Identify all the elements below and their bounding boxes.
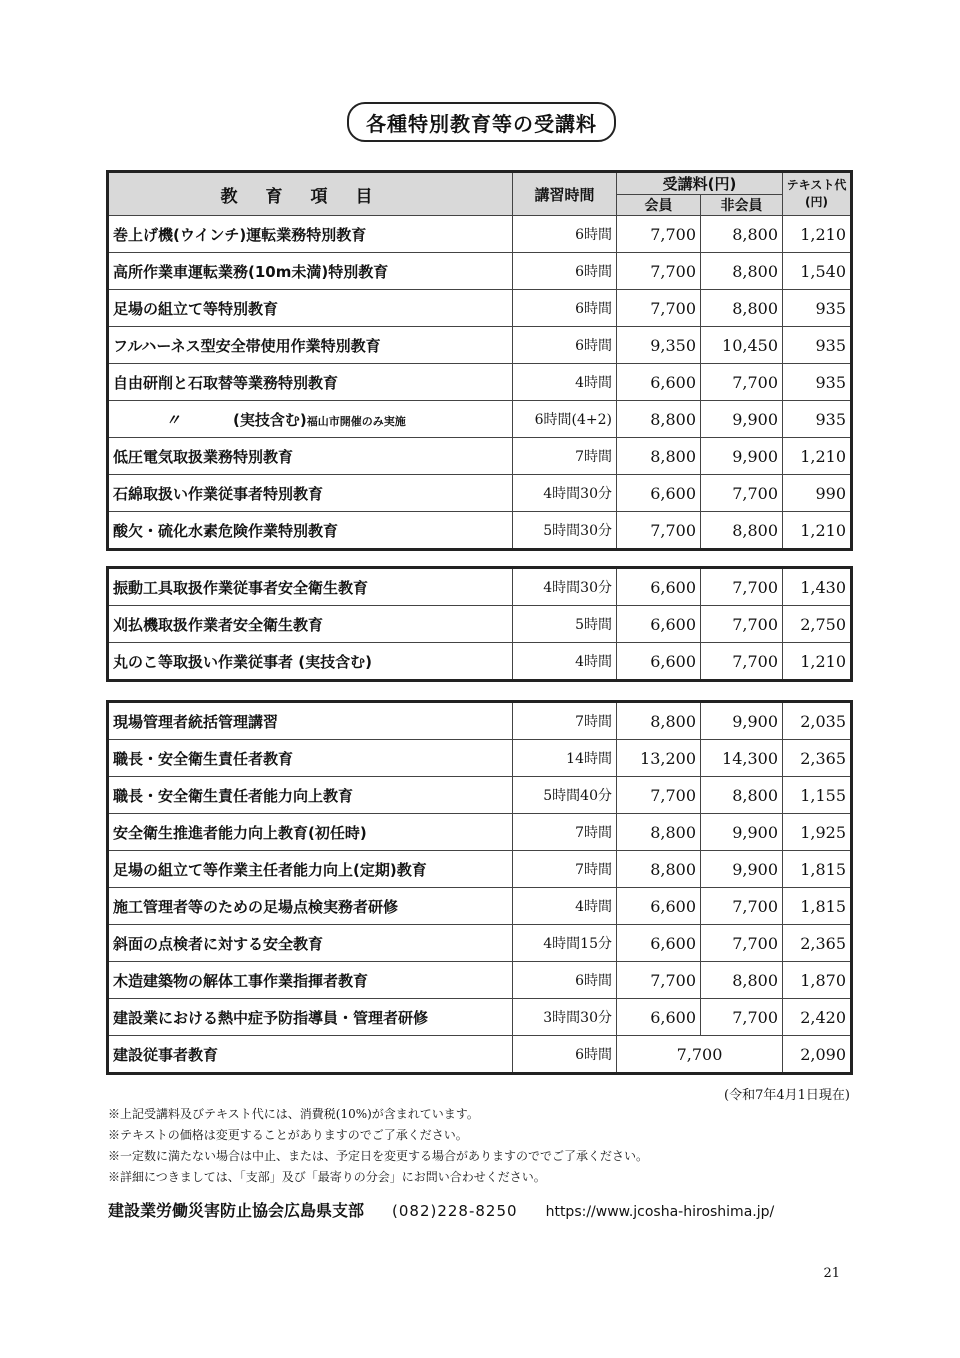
member-fee: 9,350	[617, 327, 701, 364]
text-fee: 1,925	[783, 814, 852, 851]
page-title: 各種特別教育等の受講料	[347, 102, 616, 142]
fee-table-special-education	[106, 170, 853, 551]
header-edu-item: 教育項目	[108, 172, 513, 216]
course-name: 石綿取扱い作業従事者特別教育	[108, 475, 513, 512]
course-hours: 6時間	[513, 962, 617, 999]
non-member-fee: 9,900	[701, 438, 783, 475]
course-name: 職長・安全衛生責任者教育	[108, 740, 513, 777]
non-member-fee: 9,900	[701, 702, 783, 740]
course-hours: 3時間30分	[513, 999, 617, 1036]
non-member-fee: 7,700	[701, 475, 783, 512]
member-fee: 7,700	[617, 253, 701, 290]
course-note: 福山市開催のみ実施	[306, 414, 406, 428]
non-member-fee: 14,300	[701, 740, 783, 777]
non-member-fee: 8,800	[701, 512, 783, 550]
non-member-fee: 10,450	[701, 327, 783, 364]
member-fee: 6,600	[617, 475, 701, 512]
phone-number: (082)228-8250	[392, 1202, 518, 1220]
header-member: 会員	[617, 195, 701, 216]
as-of-date: (令和7年4月1日現在)	[724, 1088, 850, 1103]
non-member-fee: 8,800	[701, 253, 783, 290]
course-name: 建設従事者教育	[108, 1036, 513, 1074]
member-fee: 6,600	[617, 606, 701, 643]
header-text-fee	[783, 172, 852, 216]
table-row	[108, 253, 852, 290]
course-name: 施工管理者等のための足場点検実務者研修	[108, 888, 513, 925]
member-fee: 6,600	[617, 888, 701, 925]
table-row	[108, 777, 852, 814]
member-fee: 8,800	[617, 702, 701, 740]
table-row	[108, 401, 852, 438]
course-hours: 5時間30分	[513, 512, 617, 550]
table-row	[108, 364, 852, 401]
member-fee: 6,600	[617, 568, 701, 606]
text-fee: 1,815	[783, 851, 852, 888]
course-name: 酸欠・硫化水素危険作業特別教育	[108, 512, 513, 550]
notes	[108, 1104, 848, 1188]
member-fee: 6,600	[617, 999, 701, 1036]
table-row	[108, 999, 852, 1036]
table-row	[108, 740, 852, 777]
table-row	[108, 702, 852, 740]
text-fee: 1,210	[783, 216, 852, 253]
header-hours: 講習時間	[513, 172, 617, 216]
course-hours: 4時間15分	[513, 925, 617, 962]
text-fee: 1,540	[783, 253, 852, 290]
note-item: ※テキストの価格は変更することがありますのでご了承ください。	[108, 1128, 468, 1142]
course-hours: 6時間	[513, 253, 617, 290]
table-row	[108, 475, 852, 512]
text-fee: 935	[783, 290, 852, 327]
table-row	[108, 438, 852, 475]
text-fee: 1,210	[783, 512, 852, 550]
text-fee: 2,750	[783, 606, 852, 643]
course-name: 建設業における熱中症予防指導員・管理者研修	[108, 999, 513, 1036]
non-member-fee: 8,800	[701, 777, 783, 814]
course-hours: 5時間40分	[513, 777, 617, 814]
text-fee: 2,035	[783, 702, 852, 740]
footer	[108, 1198, 848, 1221]
text-fee: 2,365	[783, 740, 852, 777]
table-row	[108, 925, 852, 962]
non-member-fee: 7,700	[701, 364, 783, 401]
member-fee: 6,600	[617, 364, 701, 401]
text-fee: 1,870	[783, 962, 852, 999]
member-fee: 7,700	[617, 512, 701, 550]
text-fee: 2,090	[783, 1036, 852, 1074]
member-fee: 7,700	[617, 290, 701, 327]
table-row	[108, 606, 852, 643]
course-hours: 6時間	[513, 327, 617, 364]
course-name: 木造建築物の解体工事作業指揮者教育	[108, 962, 513, 999]
text-fee: 1,210	[783, 643, 852, 681]
course-name-ditto-row	[108, 401, 513, 438]
member-fee: 6,600	[617, 925, 701, 962]
non-member-fee: 7,700	[701, 606, 783, 643]
table-row	[108, 512, 852, 550]
non-member-fee: 8,800	[701, 216, 783, 253]
course-hours: 4時間	[513, 364, 617, 401]
course-hours: 6時間	[513, 1036, 617, 1074]
member-fee: 13,200	[617, 740, 701, 777]
non-member-fee: 7,700	[701, 568, 783, 606]
non-member-fee: 7,700	[701, 925, 783, 962]
text-fee: 2,420	[783, 999, 852, 1036]
table-row	[108, 1036, 852, 1074]
table-row	[108, 327, 852, 364]
non-member-fee: 9,900	[701, 814, 783, 851]
course-name: 刈払機取扱作業者安全衛生教育	[108, 606, 513, 643]
table-row	[108, 962, 852, 999]
member-fee: 7,700	[617, 216, 701, 253]
member-fee: 8,800	[617, 851, 701, 888]
member-fee: 8,800	[617, 401, 701, 438]
course-hours: 4時間30分	[513, 475, 617, 512]
merged-fee: 7,700	[617, 1036, 783, 1074]
text-fee: 1,430	[783, 568, 852, 606]
course-name: 高所作業車運転業務(10m未満)特別教育	[108, 253, 513, 290]
course-name: 振動工具取扱作業従事者安全衛生教育	[108, 568, 513, 606]
course-hours: 6時間(4+2)	[513, 401, 617, 438]
course-name: 丸のこ等取扱い作業従事者 (実技含む)	[108, 643, 513, 681]
member-fee: 8,800	[617, 438, 701, 475]
non-member-fee: 9,900	[701, 851, 783, 888]
table-row	[108, 851, 852, 888]
course-hours: 4時間	[513, 643, 617, 681]
course-hours: 6時間	[513, 290, 617, 327]
course-name: 足場の組立て等特別教育	[108, 290, 513, 327]
course-name: (実技含む)	[233, 410, 307, 429]
header-non-member: 非会員	[701, 195, 783, 216]
course-hours: 5時間	[513, 606, 617, 643]
table-row	[108, 643, 852, 681]
table-row	[108, 568, 852, 606]
member-fee: 7,700	[617, 777, 701, 814]
text-fee: 990	[783, 475, 852, 512]
table-row	[108, 290, 852, 327]
fee-table-management-training	[106, 700, 853, 1075]
course-hours: 4時間	[513, 888, 617, 925]
note-item: ※詳細につきましては、「支部」及び「最寄りの分会」にお問い合わせください。	[108, 1170, 546, 1184]
course-hours: 7時間	[513, 438, 617, 475]
course-name: フルハーネス型安全帯使用作業特別教育	[108, 327, 513, 364]
table-row	[108, 216, 852, 253]
course-hours: 6時間	[513, 216, 617, 253]
member-fee: 6,600	[617, 643, 701, 681]
course-name: 職長・安全衛生責任者能力向上教育	[108, 777, 513, 814]
course-hours: 7時間	[513, 814, 617, 851]
text-fee: 935	[783, 364, 852, 401]
course-hours: 4時間30分	[513, 568, 617, 606]
course-name: 低圧電気取扱業務特別教育	[108, 438, 513, 475]
table-row	[108, 814, 852, 851]
non-member-fee: 7,700	[701, 888, 783, 925]
website-link[interactable]: https://www.jcosha-hiroshima.jp/	[545, 1204, 775, 1220]
non-member-fee: 8,800	[701, 290, 783, 327]
note-item: ※上記受講料及びテキスト代には、消費税(10%)が含まれています。	[108, 1107, 479, 1121]
text-fee: 935	[783, 327, 852, 364]
course-name: 自由研削と石取替等業務特別教育	[108, 364, 513, 401]
course-hours: 7時間	[513, 702, 617, 740]
course-name: 現場管理者統括管理講習	[108, 702, 513, 740]
table-row	[108, 888, 852, 925]
note-item: ※一定数に満たない場合は中止、または、予定日を変更する場合がありますのででご了承ください。	[108, 1149, 649, 1163]
member-fee: 7,700	[617, 962, 701, 999]
non-member-fee: 9,900	[701, 401, 783, 438]
course-name: 斜面の点検者に対する安全教育	[108, 925, 513, 962]
text-fee: 1,210	[783, 438, 852, 475]
text-fee: 1,155	[783, 777, 852, 814]
member-fee: 8,800	[617, 814, 701, 851]
header-text-fee-line2: (円)	[805, 195, 828, 209]
course-hours: 7時間	[513, 851, 617, 888]
text-fee: 2,365	[783, 925, 852, 962]
header-fee: 受講料(円)	[617, 172, 783, 195]
non-member-fee: 7,700	[701, 999, 783, 1036]
non-member-fee: 8,800	[701, 962, 783, 999]
course-name: 足場の組立て等作業主任者能力向上(定期)教育	[108, 851, 513, 888]
text-fee: 1,815	[783, 888, 852, 925]
ditto-mark: 〃	[165, 410, 181, 429]
non-member-fee: 7,700	[701, 643, 783, 681]
course-name: 巻上げ機(ウインチ)運転業務特別教育	[108, 216, 513, 253]
fee-table-health-education	[106, 566, 853, 682]
course-name: 安全衛生推進者能力向上教育(初任時)	[108, 814, 513, 851]
course-hours: 14時間	[513, 740, 617, 777]
text-fee: 935	[783, 401, 852, 438]
header-text-fee-line1: テキスト代	[786, 178, 847, 192]
organization-name: 建設業労働災害防止協会広島県支部	[108, 1201, 365, 1220]
page-number: 21	[823, 1266, 840, 1281]
